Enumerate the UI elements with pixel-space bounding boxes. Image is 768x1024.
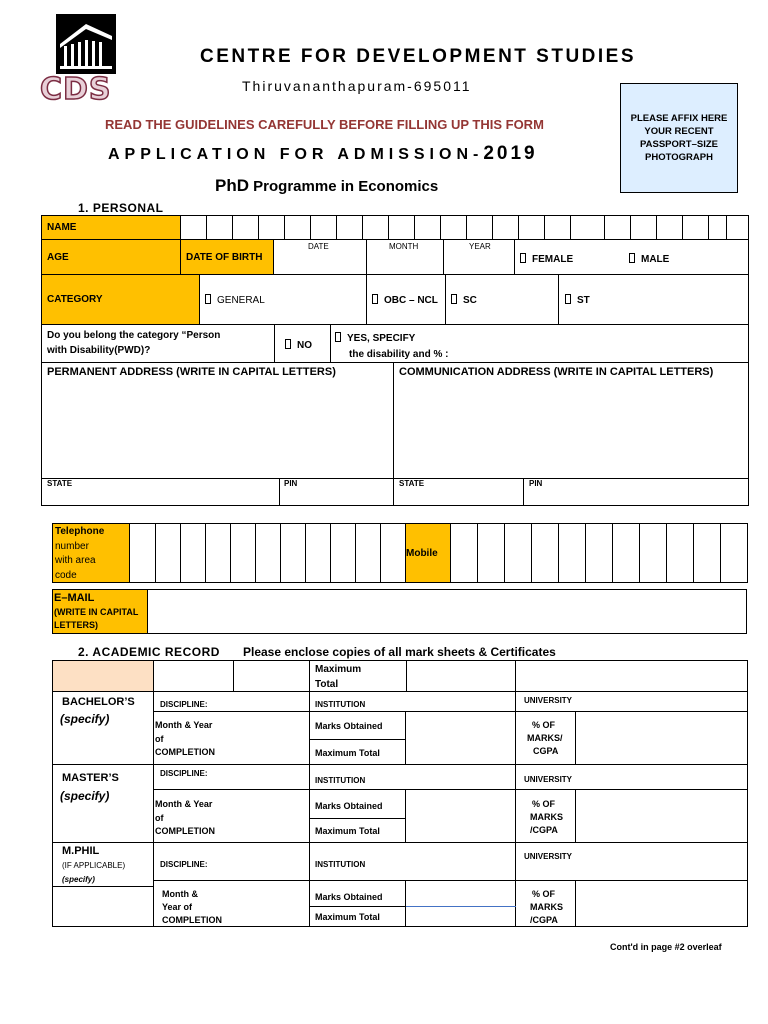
pwd-question-cell <box>41 324 275 363</box>
logo-text: CDS <box>40 72 112 107</box>
mphil-discipline[interactable]: DISCIPLINE: <box>160 860 208 869</box>
pwd-no-option[interactable] <box>285 339 312 351</box>
form-year: 2019 <box>483 143 538 164</box>
bachelors-pct-1: % OF <box>532 720 556 730</box>
mphil-pct-2: MARKS <box>530 902 563 912</box>
perm-pin-input[interactable] <box>279 478 394 506</box>
communication-address-input[interactable] <box>393 362 749 479</box>
perm-state-input[interactable] <box>41 478 280 506</box>
continued-note: Cont'd in page #2 overleaf <box>610 942 722 952</box>
dob-year-label: YEAR <box>469 242 491 251</box>
pwd-yes-cell[interactable] <box>330 324 749 363</box>
category-label: CATEGORY <box>47 294 103 305</box>
guideline-notice: READ THE GUIDELINES CAREFULLY BEFORE FILLING UP THIS FORM <box>105 117 544 132</box>
permanent-address-label: PERMANENT ADDRESS (WRITE IN CAPITAL LETTERS) <box>47 366 336 378</box>
mobile-label-cell <box>405 523 451 583</box>
email-label-1: E–MAIL <box>54 592 95 604</box>
dob-label-cell <box>180 239 274 275</box>
personal-heading: 1. PERSONAL <box>78 201 164 215</box>
general-option[interactable] <box>205 294 265 306</box>
mphil-if-applicable: (IF APPLICABLE) <box>62 861 126 870</box>
dob-date-input[interactable] <box>273 239 367 275</box>
comm-state-input[interactable] <box>393 478 524 506</box>
category-st-cell <box>558 274 749 325</box>
masters-marks-obtained[interactable]: Marks Obtained <box>315 801 383 811</box>
masters-pct-2: MARKS <box>530 812 563 822</box>
academic-header-c2 <box>153 660 234 692</box>
institution-name: CENTRE FOR DEVELOPMENT STUDIES <box>200 46 637 67</box>
academic-header-c5 <box>406 660 516 692</box>
bachelors-of: of <box>155 734 164 744</box>
academic-header-c3 <box>233 660 310 692</box>
programme-rest: Programme in Economics <box>253 178 439 195</box>
category-general-cell <box>199 274 367 325</box>
telephone-label-1: Telephone <box>55 526 105 537</box>
pwd-question-line2: with Disability(PWD)? <box>47 345 151 356</box>
obc-checkbox[interactable] <box>372 294 378 304</box>
email-label-3: LETTERS) <box>54 620 98 630</box>
category-sc-cell <box>445 274 559 325</box>
bachelors-marks-obtained[interactable]: Marks Obtained <box>315 721 383 731</box>
permanent-address-input[interactable] <box>41 362 394 479</box>
mphil-pct-1: % OF <box>532 889 556 899</box>
general-checkbox[interactable] <box>205 294 211 304</box>
cds-logo <box>38 14 118 107</box>
category-obc-cell <box>366 274 446 325</box>
masters-pct-3: /CGPA <box>530 825 558 835</box>
dob-year-input[interactable] <box>443 239 515 275</box>
mphil-year-of: Year of <box>162 902 193 912</box>
pwd-yes-checkbox[interactable] <box>335 332 341 342</box>
mphil-university[interactable]: UNIVERSITY <box>524 852 573 861</box>
communication-address-label: COMMUNICATION ADDRESS (WRITE IN CAPITAL LETTERS) <box>399 366 714 378</box>
email-label-2: (WRITE IN CAPITAL <box>54 607 139 617</box>
masters-of: of <box>155 813 164 823</box>
mobile-label: Mobile <box>406 548 438 559</box>
pwd-yes-option[interactable] <box>335 332 415 344</box>
bachelors-month-year[interactable]: Month & Year <box>155 720 213 730</box>
masters-pct-1: % OF <box>532 799 556 809</box>
masters-label: MASTER’S <box>62 772 119 784</box>
pwd-no-cell <box>274 324 331 363</box>
mphil-pct-3: /CGPA <box>530 915 558 925</box>
email-input[interactable] <box>147 589 747 634</box>
masters-specify: (specify) <box>60 789 110 803</box>
male-label: MALE <box>641 254 670 265</box>
masters-completion: COMPLETION <box>155 826 215 836</box>
general-label: GENERAL <box>217 295 265 306</box>
mphil-month[interactable]: Month & <box>162 889 198 899</box>
sc-checkbox[interactable] <box>451 294 457 304</box>
perm-pin-label: PIN <box>284 479 298 488</box>
dob-label: DATE OF BIRTH <box>186 252 263 263</box>
pwd-yes-label: YES, SPECIFY <box>347 333 416 344</box>
gender-female-option[interactable] <box>520 253 573 265</box>
category-label-cell <box>41 274 200 325</box>
bachelors-completion: COMPLETION <box>155 747 215 757</box>
academic-header-c6 <box>515 660 748 692</box>
telephone-label-cell <box>52 523 130 583</box>
academic-heading: 2. ACADEMIC RECORD <box>78 645 220 659</box>
dob-date-label: DATE <box>308 242 329 251</box>
dob-month-label: MONTH <box>389 242 419 251</box>
bachelors-specify: (specify) <box>60 712 110 726</box>
mphil-marks-obtained[interactable]: Marks Obtained <box>315 892 383 902</box>
mphil-maximum-total[interactable]: Maximum Total <box>315 912 380 922</box>
bachelors-maximum-total[interactable]: Maximum Total <box>315 748 380 758</box>
mphil-specify: (specify) <box>62 875 95 884</box>
female-label: FEMALE <box>532 254 574 265</box>
gender-male-option[interactable] <box>629 253 669 265</box>
sc-label: SC <box>463 295 477 306</box>
bachelors-discipline[interactable]: DISCIPLINE: <box>160 700 208 709</box>
obc-label: OBC – NCL <box>384 295 438 306</box>
photo-instructions: PLEASE AFFIX HERE YOUR RECENT PASSPORT–SIZE PHOTOGRAPH <box>630 113 728 163</box>
age-label: AGE <box>47 252 69 263</box>
masters-maximum-total[interactable]: Maximum Total <box>315 826 380 836</box>
male-checkbox[interactable] <box>629 253 635 263</box>
pwd-yes-sub: the disability and % : <box>349 349 449 360</box>
dob-month-input[interactable] <box>366 239 444 275</box>
comm-pin-label: PIN <box>529 479 543 488</box>
form-title <box>108 143 538 165</box>
programme-title <box>215 176 438 196</box>
masters-university[interactable]: UNIVERSITY <box>524 775 573 784</box>
masters-discipline[interactable]: DISCIPLINE: <box>160 769 208 778</box>
academic-header-yellow <box>52 660 154 692</box>
comm-pin-input[interactable] <box>523 478 749 506</box>
photo-box <box>620 83 738 193</box>
mphil-completion: COMPLETION <box>162 915 222 925</box>
name-input[interactable] <box>180 215 749 240</box>
academic-max-total-header: Maximum Total <box>315 664 362 690</box>
bachelors-pct-3: CGPA <box>533 746 559 756</box>
programme-phd: PhD <box>215 176 249 195</box>
academic-note: Please enclose copies of all mark sheets & Certificates <box>243 645 556 659</box>
st-label: ST <box>577 295 590 306</box>
masters-month-year[interactable]: Month & Year <box>155 799 213 809</box>
sc-option[interactable] <box>451 294 477 306</box>
comm-state-label: STATE <box>399 479 425 488</box>
age-label-cell <box>41 239 181 275</box>
bachelors-university[interactable]: UNIVERSITY <box>524 696 573 705</box>
name-label: NAME <box>47 222 77 233</box>
pwd-no-label: NO <box>297 340 312 351</box>
obc-option[interactable] <box>372 294 438 306</box>
bachelors-pct-2: MARKS/ <box>527 733 563 743</box>
perm-state-label: STATE <box>47 479 73 488</box>
st-option[interactable] <box>565 294 590 306</box>
bachelors-institution[interactable]: INSTITUTION <box>315 700 366 709</box>
telephone-label-4: code <box>55 570 77 581</box>
mphil-label: M.PHIL <box>62 845 100 857</box>
telephone-input[interactable] <box>129 523 406 583</box>
telephone-label-2: number <box>55 541 89 552</box>
institution-location: Thiruvananthapuram-695011 <box>242 78 472 94</box>
st-checkbox[interactable] <box>565 294 571 304</box>
building-icon <box>56 14 116 74</box>
email-label-cell <box>52 589 148 634</box>
masters-institution[interactable]: INSTITUTION <box>315 776 366 785</box>
female-checkbox[interactable] <box>520 253 526 263</box>
name-label-cell <box>41 215 181 240</box>
form-title-text: APPLICATION FOR ADMISSION- <box>108 146 484 163</box>
telephone-label-3: with area <box>55 555 96 566</box>
mobile-input[interactable] <box>450 523 748 583</box>
pwd-question-line1: Do you belong the category “Person <box>47 330 221 341</box>
pwd-no-checkbox[interactable] <box>285 339 291 349</box>
mphil-institution[interactable]: INSTITUTION <box>315 860 366 869</box>
academic-header-max <box>309 660 407 692</box>
bachelors-label: BACHELOR’S <box>62 696 135 708</box>
